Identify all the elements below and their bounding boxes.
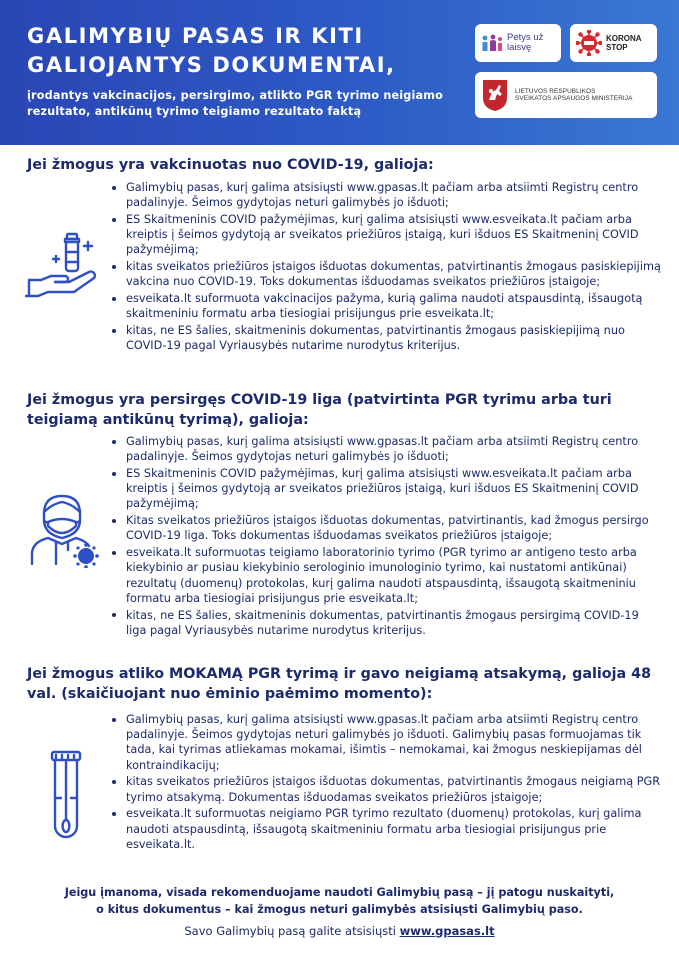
list-item: Galimybių pasas, kurį galima atsisiųsti www.gpasas.lt pačiam arba atsiimti Registrų centro padalinyje. Šeimos gydytojas neturi galimybės jo išduoti; [110,434,662,464]
list-item: ES Skaitmeninis COVID pažymėjimas, kurį galima atsisiųsti www.esveikata.lt pačiam arba kreiptis į šeimos gydytoją ar sveikatos priežiūros įstaigą, kuri išduos ES Skaitmeninį COVID pažymėjimą; [110,466,662,512]
test-tube-icon [46,748,86,848]
list-item: kitas sveikatos priežiūros įstaigos išduotas dokumentas, patvirtinantis žmogaus neigiamą PGR tyrimo atsakymą. Dokumentas išduodamas sveikatos priežiūros įstaigoje; [110,774,662,804]
page-subtitle: įrodantys vakcinacijos, persirgimo, atlikto PGR tyrimo neigiamo rezultato, antikūnų tyrimo teigiamo rezultato faktą [27,89,444,118]
sam-logo-text: LIETUVOS RESPUBLIKOS SVEIKATOS APSAUGOS MINISTERIJA [515,87,633,102]
pcr-documents-list [110,712,662,854]
section-heading-recovered: Jei žmogus yra persirgęs COVID-19 liga (patvirtinta PGR tyrimu arba turi teigiamą antikūnų tyrimą), galioja: [27,392,612,428]
vytis-coat-of-arms-icon [481,78,509,112]
page-title [27,22,457,80]
section-heading-vaccinated: Jei žmogus yra vakcinuotas nuo COVID-19, galioja: [27,157,434,173]
title-line-2: GALIOJANTYS DOKUMENTAI, [27,53,396,77]
recovered-documents-list [110,434,662,640]
footer-download-line [0,923,679,939]
title-line-1: GALIMYBIŲ PASAS IR KITI [27,24,364,48]
list-item: kitas sveikatos priežiūros įstaigos išduotas dokumentas, patvirtinantis žmogaus pasiskiepijimą vakcina nuo COVID-19. Toks dokumentas išduodamas sveikatos priežiūros įstaigoje; [110,259,662,289]
virus-logo-icon [576,30,602,56]
list-item: esveikata.lt suformuotas teigiamo laboratorinio tyrimo (PGR tyrimo ar antigeno testo arba kiekybinio ar pusiau kiekybinio serologinio imunologinio tyrimo, kai nustatomi antikūnai) rezultatų (duomenų) protokolas, kurį galima naudoti atspausdintą, išsaugotą skaitmeniniu formatu arba tiesiogiai prisijungus prie esveikata.lt; [110,545,662,606]
sam-ministry-logo [475,72,657,118]
list-item: ES Skaitmeninis COVID pažymėjimas, kurį galima atsisiųsti www.esveikata.lt pačiam arba kreiptis į šeimos gydytoją ar sveikatos priežiūros įstaigą, kuri išduos ES Skaitmeninį COVID pažymėjimą; [110,212,662,258]
header-banner [0,0,679,145]
list-item: esveikata.lt suformuotas neigiamo PGR tyrimo rezultato (duomenų) protokolas, kurį galima naudoti atspausdintą, išsaugotą skaitmeniniu formatu arba tiesiogiai prisijungus prie esveikata.lt. [110,806,662,852]
list-item: Kitas sveikatos priežiūros įstaigos išduotas dokumentas, patvirtinantis, kad žmogus persirgo COVID-19 liga. Toks dokumentas išduodamas sveikatos priežiūros įstaigoje; [110,513,662,543]
footer-line-1: Jeigu įmanoma, visada rekomenduojame naudoti Galimybių pasą – jį patogu nuskaityti, [64,886,615,899]
petys-logo-icon [481,33,503,53]
gpasas-link[interactable]: www.gpasas.lt [399,924,495,938]
vaccine-hand-icon [25,230,105,302]
footer-download-text: Savo Galimybių pasą galite atsisiųsti [184,924,400,938]
masked-person-icon [26,488,100,568]
korona-stop-logo [570,24,657,62]
footer-line-2: o kitus dokumentus – kai žmogus neturi galimybės atsisiųsti Galimybių paso. [96,903,583,916]
section-heading-pcr-test: Jei žmogus atliko MOKAMĄ PGR tyrimą ir gavo neigiamą atsakymą, galioja 48 val. (skaičiuojant nuo ėminio paėmimo momento): [27,666,652,702]
list-item: Galimybių pasas, kurį galima atsisiųsti www.gpasas.lt pačiam arba atsiimti Registrų centro padalinyje. Šeimos gydytojas neturi galimybės jo išduoti. Galimybių pasas formuojamas tik tada, kai tyrimas atliekamas mokamai, išimtis – nemokamai, kai žmogus neskiepijamas dėl kontraindikacijų; [110,712,662,773]
list-item: kitas, ne ES šalies, skaitmeninis dokumentas, patvirtinantis žmogaus persirgimą COVID-19 liga pagal Vyriausybės nutarime nurodytus kriterijus. [110,608,662,638]
petys-logo-text: Petys už laisvę [507,32,544,53]
vaccinated-documents-list [110,180,662,355]
korona-logo-text: KORONA STOP [606,34,642,52]
list-item: Galimybių pasas, kurį galima atsisiųsti www.gpasas.lt pačiam arba atsiimti Registrų centro padalinyje. Šeimos gydytojas neturi galimybės jo išduoti; [110,180,662,210]
footer-recommendation [0,884,679,918]
list-item: esveikata.lt suformuota vakcinacijos pažyma, kurią galima naudoti atspausdintą, išsaugotą skaitmeniniu formatu arba tiesiogiai prisijungus prie esveikata.lt; [110,291,662,321]
petys-uz-laisve-logo [475,24,561,62]
list-item: kitas, ne ES šalies, skaitmeninis dokumentas, patvirtinantis žmogaus pasiskiepijimą nuo COVID-19 pagal Vyriausybės nutarime nurodytus kriterijus. [110,323,662,353]
